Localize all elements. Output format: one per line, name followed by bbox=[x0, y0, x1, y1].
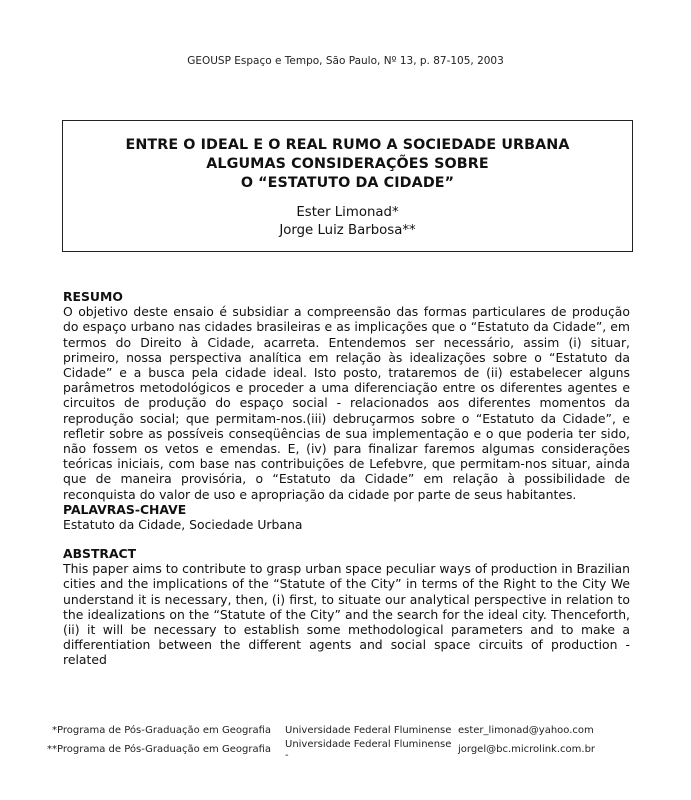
footnote-1-program: *Programa de Pós-Graduação em Geografia bbox=[52, 725, 271, 736]
title-line-2: ALGUMAS CONSIDERAÇÕES SOBRE bbox=[206, 156, 489, 172]
article-title bbox=[63, 136, 632, 193]
footnote-2-email: jorgel@bc.microlink.com.br bbox=[458, 744, 596, 755]
journal-header: GEOUSP Espaço e Tempo, São Paulo, Nº 13, p. 87-105, 2003 bbox=[187, 55, 504, 67]
resumo-section bbox=[63, 289, 630, 532]
footnote-2-program: **Programa de Pós-Graduação em Geografia bbox=[47, 744, 271, 755]
title-line-3: O “ESTATUTO DA CIDADE” bbox=[240, 175, 455, 191]
footnote-2-university: Universidade Federal Fluminense - bbox=[285, 738, 452, 761]
footnote-1 bbox=[40, 721, 650, 740]
palavras-chave-text: Estatuto da Cidade, Sociedade Urbana bbox=[63, 517, 303, 533]
author-2: Jorge Luiz Barbosa** bbox=[279, 223, 416, 238]
footnote-2 bbox=[40, 740, 650, 759]
author-1: Ester Limonad* bbox=[296, 205, 399, 220]
abstract-text: This paper aims to contribute to grasp urban space peculiar ways of production in Brazilian cities and the implications of the “Statute of the City” in terms of the Right to the City We understand it is necessary, then, (i) first, to situate our analytical perspective in relation to the idealizations on the “Statute of the City” and the search for the ideal city. Thenceforth, (ii) it will be necessary to establish some methodological parameters and to make a differentiation between the different agents and social space circuits of production - related bbox=[63, 561, 630, 668]
title-box bbox=[62, 120, 633, 252]
palavras-chave-heading: PALAVRAS-CHAVE bbox=[63, 501, 187, 517]
resumo-text: O objetivo deste ensaio é subsidiar a compreensão das formas particulares de produção do espaço urbano nas cidades brasileiras e as implicações que o “Estatuto da Cidade”, em termos do Direito à Cidade, acarreta. Entendemos ser necessário, assim (i) situar, primeiro, nossa perspectiva analítica em relação às idealizações sobre o “Estatuto da Cidade” e a busca pela cidade ideal. Isto posto, trataremos de (ii) estabelecer alguns parâmetros metodológicos e proceder a uma diferenciação entre os diferentes agentes e circuitos de produção do espaço social - relacionados aos diferentes momentos da reprodução social; que permitam-nos.(iii) debruçarmos sobre o “Estatuto da Cidade”, e refletir sobre as possíveis conseqüências de sua implementação e o que poderia ter sido, não fossem os vetos e emendas. E, (iv) para finalizar faremos algumas considerações teóricas iniciais, com base nas contribuições de Lefebvre, que permitam-nos situar, ainda que de maneira provisória, o “Estatuto da Cidade” em relação à possibilidade de reconquista do valor de uso e apropriação da cidade por parte de seus habitantes. bbox=[63, 304, 630, 502]
authors bbox=[63, 204, 632, 240]
abstract-heading: ABSTRACT bbox=[63, 546, 137, 561]
resumo-heading: RESUMO bbox=[63, 289, 123, 304]
footnotes bbox=[40, 721, 650, 759]
footnote-1-email: ester_limonad@yahoo.com bbox=[458, 725, 594, 736]
title-line-1: ENTRE O IDEAL E O REAL RUMO A SOCIEDADE URBANA bbox=[125, 137, 570, 153]
abstract-section bbox=[63, 546, 630, 668]
footnote-1-university: Universidade Federal Fluminense bbox=[285, 725, 452, 736]
